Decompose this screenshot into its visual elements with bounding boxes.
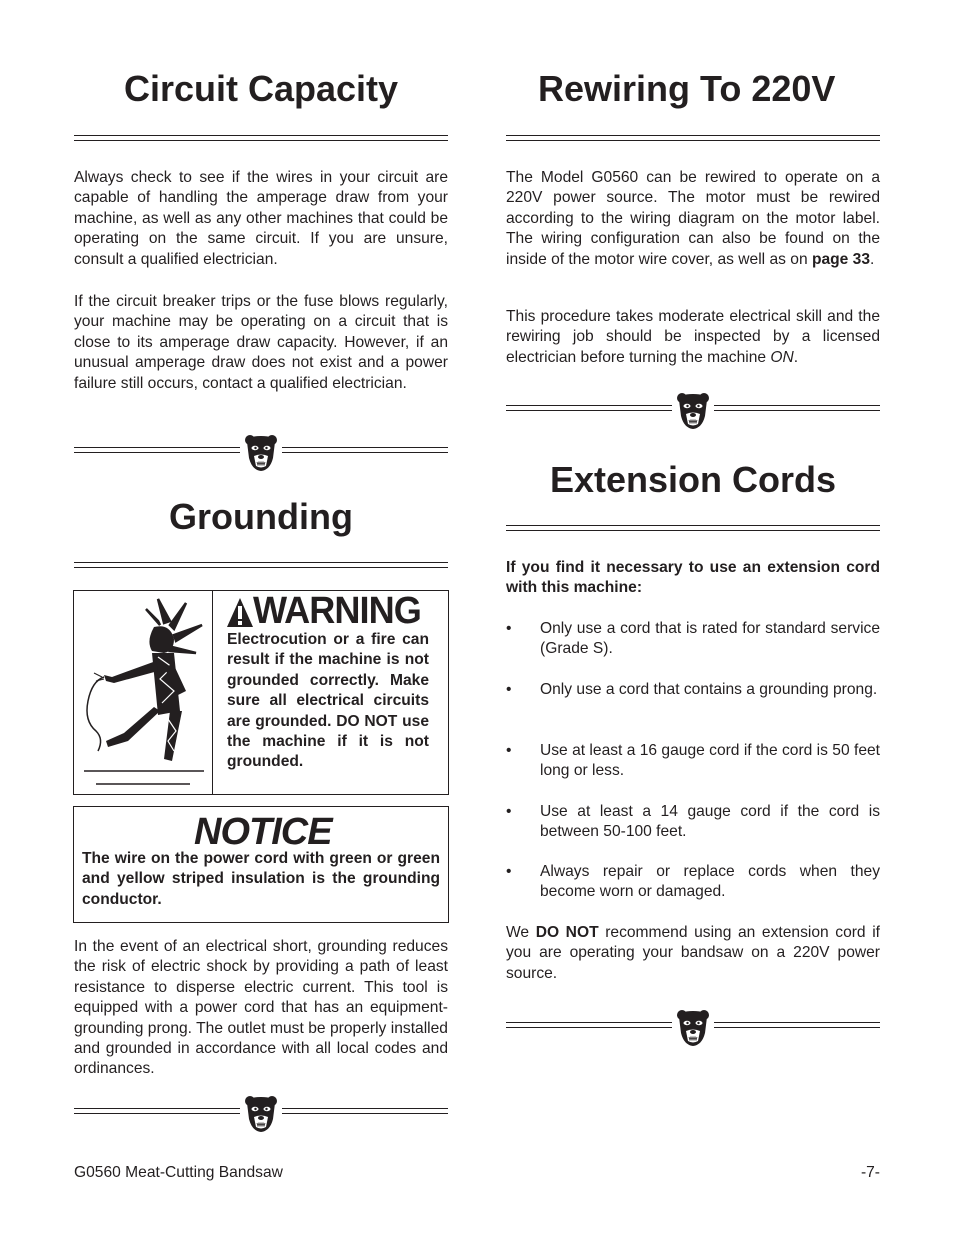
list-item (506, 862, 880, 904)
title-rule (74, 135, 448, 141)
bear-head-icon (676, 390, 710, 430)
extension-intro: If you find it necessary to use an extension cord with this machine: (506, 559, 880, 597)
circuit-capacity-title: Circuit Capacity (123, 68, 399, 109)
section-divider (74, 1093, 448, 1133)
title-rule (506, 135, 880, 141)
title-rule (74, 562, 448, 568)
warning-box (73, 590, 449, 795)
bullet: • (506, 742, 512, 759)
bear-head-icon (244, 432, 278, 472)
bullet: • (506, 620, 512, 637)
electrocution-figure-icon (74, 591, 213, 794)
list-item-text: Always repair or replace cords when they become worn or damaged. (540, 863, 880, 901)
bullet: • (506, 803, 512, 820)
circuit-paragraph-1: Always check to see if the wires in your circuit are capable of handling the amperage draw from your machine, as well as any other machines that could be operating on the same circuit. If you are unsure, consult a qualified electrician. (74, 169, 448, 268)
warning-heading (226, 590, 448, 633)
rewiring-paragraph-2: This procedure takes moderate electrical skill and the rewiring job should be inspected by a licensed electrician before turning the machine ON. (506, 308, 880, 366)
rewiring-paragraph-1: The Model G0560 can be rewired to operate on a 220V power source. The motor must be rewired according to the wiring diagram on the motor label. The wiring configuration can also be found on the inside of the motor wire cover, as well as on page 33. (506, 169, 880, 268)
list-item-text: Use at least a 16 gauge cord if the cord is 50 feet long or less. (540, 742, 880, 780)
notice-box (73, 806, 449, 923)
warning-triangle-icon (226, 597, 254, 629)
list-item-text: Only use a cord that is rated for standard service (Grade S). (540, 620, 880, 658)
bullet: • (506, 681, 512, 698)
warning-text: Electrocution or a fire can result if the machine is not grounded correctly. Make sure all electrical circuits are grounded. DO NOT use the machine if it is not grounded. (227, 631, 429, 771)
rewiring-title: Rewiring To 220V (538, 68, 836, 109)
extension-outro: We DO NOT recommend using an extension cord if you are operating your bandsaw on a 220V power source. (506, 924, 880, 982)
bear-head-icon (244, 1093, 278, 1133)
page-reference: page 33 (811, 250, 871, 268)
extension-cords-title: Extension Cords (549, 459, 837, 500)
list-item-text: Only use a cord that contains a grounding prong. (540, 681, 878, 698)
page-number: -7- (860, 1164, 880, 1181)
warning-image-cell (74, 591, 213, 794)
notice-text: The wire on the power cord with green or green and yellow striped insulation is the grounding conductor. (82, 850, 440, 908)
warning-label: WARNING (253, 590, 421, 632)
list-item (506, 802, 880, 844)
section-divider (74, 432, 448, 472)
list-item-text: Use at least a 14 gauge cord if the cord is between 50-100 feet. (540, 803, 880, 841)
section-divider (506, 390, 880, 430)
grounding-title: Grounding (169, 496, 353, 537)
section-divider (506, 1007, 880, 1047)
list-item (506, 741, 880, 783)
bear-head-icon (676, 1007, 710, 1047)
circuit-paragraph-2: If the circuit breaker trips or the fuse blows regularly, your machine may be operating on a circuit that is close to its amperage draw capacity. However, if an unusual amperage draw does not exist and a power failure still occurs, contact a qualified electrician. (74, 293, 448, 392)
list-item (506, 680, 880, 722)
bullet: • (506, 863, 512, 880)
grounding-paragraph: In the event of an electrical short, grounding reduces the risk of electric shock by providing a path of least resistance to disperse electric current. This tool is equipped with a power cord that has an equipment-grounding prong. The outlet must be properly installed and grounded in accordance with all local codes and ordinances. (74, 938, 448, 1078)
title-rule (506, 525, 880, 531)
notice-heading: NOTICE (194, 811, 332, 853)
list-item (506, 619, 880, 661)
footer-title: G0560 Meat-Cutting Bandsaw (74, 1164, 283, 1181)
